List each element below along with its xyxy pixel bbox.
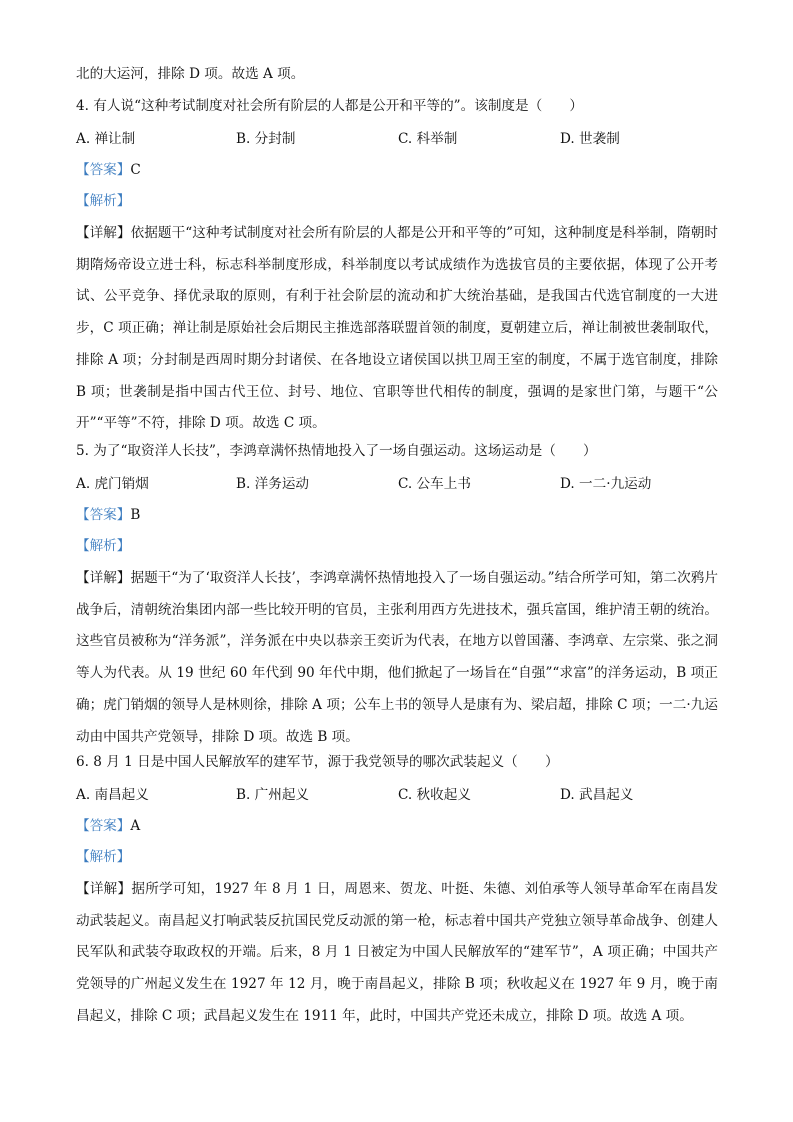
answer-value: C bbox=[130, 162, 141, 178]
question-6-option-c: C. 秋收起义 bbox=[398, 787, 471, 803]
answer-value: A bbox=[130, 818, 141, 834]
detail-tag: 【详解】 bbox=[76, 881, 132, 897]
question-6-option-b: B. 广州起义 bbox=[236, 787, 310, 803]
question-5-option-d: D. 一二·九运动 bbox=[560, 476, 652, 492]
question-4-analysis bbox=[76, 191, 130, 211]
question-5-analysis bbox=[76, 536, 130, 556]
answer-tag: 【答案】 bbox=[76, 162, 131, 178]
question-6-stem: 6. 8 月 1 日是中国人民解放军的建军节，源于我党领导的哪次武装起义（ ） bbox=[76, 754, 559, 770]
answer-tag: 【答案】 bbox=[76, 818, 131, 834]
question-4-option-a: A. 禅让制 bbox=[76, 131, 136, 147]
question-5-stem: 5. 为了“取资洋人长技”，李鸿章满怀热情地投入了一场自强运动。这场运动是（ ） bbox=[76, 443, 597, 459]
question-5-option-c: C. 公车上书 bbox=[398, 476, 471, 492]
detail-text: 依据题干“这种考试制度对社会所有阶层的人都是公开和平等的”可知，这种制度是科举制，隋朝时期隋炀帝设立进士科，标志科举制度形成，科举制度以考试成绩作为选拔官员的主要依据，体现了公开考试、公平竞争、择优录取的原则，有利于社会阶层的流动和扩大统治基础，是我国古代选官制度的一大进步，C 项正确；禅让制是原始社会后期民主推选部落联盟首领的制度，夏朝建立后，禅让制被世袭制取代，排除 A 项；分封制是西周时期分封诸侯、在各地设立诸侯国以拱卫周王室的制度，不属于选官制度，排除 B 项；世袭制是指中国古代王位、封号、地位、官职等世代相传的制度，强调的是家世门第，与题干“公开”“平等”不符，排除 D 项。故选 C 项。 bbox=[76, 225, 719, 432]
answer-tag: 【答案】 bbox=[76, 507, 131, 523]
question-6-option-d: D. 武昌起义 bbox=[560, 787, 634, 803]
question-5-option-a: A. 虎门销烟 bbox=[76, 476, 149, 492]
analysis-tag: 【解析】 bbox=[76, 538, 131, 554]
question-4-option-c: C. 科举制 bbox=[398, 131, 458, 147]
analysis-tag: 【解析】 bbox=[76, 849, 131, 865]
question-4-option-d: D. 世袭制 bbox=[560, 131, 620, 147]
question-4-stem: 4. 有人说“这种考试制度对社会所有阶层的人都是公开和平等的”。该制度是（ ） bbox=[76, 98, 583, 114]
detail-tag: 【详解】 bbox=[76, 570, 131, 586]
analysis-tag: 【解析】 bbox=[76, 193, 131, 209]
detail-text: 据题干“为了‘取资洋人长技’，李鸿章满怀热情地投入了一场自强运动。”结合所学可知，第二次鸦片战争后，清朝统治集团内部一些比较开明的官员，主张利用西方先进技术，强兵富国，维护清王朝的统治。这些官员被称为“洋务派”，洋务派在中央以恭亲王奕䜣为代表，在地方以曾国藩、李鸿章、左宗棠、张之洞等人为代表。从 19 世纪 60 年代到 90 年代中期，他们掀起了一场旨在“自强”“求富”的洋务运动，B 项正确；虎门销烟的领导人是林则徐，排除 A 项；公车上书的领导人是康有为、梁启超，排除 C 项；一二·九运动由中国共产党领导，排除 D 项。故选 B 项。 bbox=[76, 570, 718, 745]
question-6-option-a: A. 南昌起义 bbox=[76, 787, 149, 803]
question-4-detail bbox=[76, 218, 718, 440]
detail-text: 据所学可知，1927 年 8 月 1 日，周恩来、贺龙、叶挺、朱德、刘伯承等人领导革命军在南昌发动武装起义。南昌起义打响武装反抗国民党反动派的第一枪，标志着中国共产党独立领导革命战争、创建人民军队和武装夺取政权的开端。后来，8 月 1 日被定为中国人民解放军的“建军节”，A 项正确；中国共产党领导的广州起义发生在 1927 年 12 月，晚于南昌起义，排除 B 项；秋收起义在 1927 年 9 月，晚于南昌起义，排除 C 项；武昌起义发生在 1911 年，此时，中国共产党还未成立，排除 D 项。故选 A 项。 bbox=[76, 881, 719, 1024]
question-5-option-b: B. 洋务运动 bbox=[236, 476, 310, 492]
answer-value: B bbox=[130, 507, 141, 523]
question-4-option-b: B. 分封制 bbox=[236, 131, 296, 147]
question-5-detail bbox=[76, 563, 718, 753]
question-6-detail bbox=[76, 874, 718, 1033]
lead-line: 北的大运河，排除 D 项。故选 A 项。 bbox=[76, 66, 305, 82]
question-5-answer bbox=[76, 505, 140, 525]
question-4-answer bbox=[76, 160, 141, 180]
question-6-answer bbox=[76, 816, 140, 836]
detail-tag: 【详解】 bbox=[76, 225, 131, 241]
question-6-analysis bbox=[76, 847, 130, 867]
